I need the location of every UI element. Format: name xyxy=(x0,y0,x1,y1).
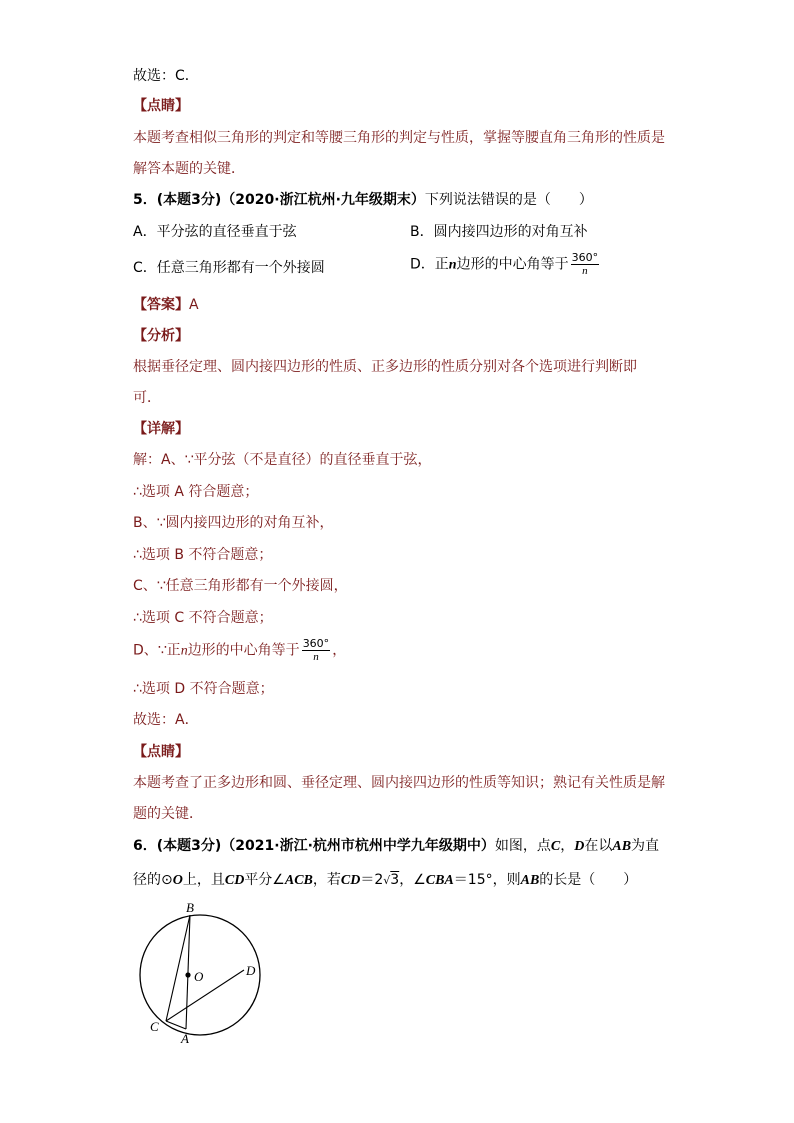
var-n: n xyxy=(180,643,188,659)
q5-stem xyxy=(133,190,593,210)
chord-ca xyxy=(166,1021,186,1029)
q5-answer: 【答案】A xyxy=(133,297,199,313)
q5-analysis-line1: 根据垂径定理、圆内接四边形的性质、正多边形的性质分别对各个选项进行判断即 xyxy=(133,359,637,375)
q5-detail-line: B、∵圆内接四边形的对角互补， xyxy=(133,515,334,531)
q5-detail-line: 故选：A． xyxy=(133,712,199,728)
prev-answer: 故选：C． xyxy=(133,68,199,84)
q5-option-d: D．正n边形的中心角等于 $\frac{360^\circ}{n}$ xyxy=(410,251,599,277)
q5-detail-line: ∴选项 A 符合题意； xyxy=(133,484,259,500)
q5-detail-line: 解：A、∵平分弦（不是直径）的直径垂直于弦， xyxy=(133,452,432,468)
q5-detail-d: D、∵正n边形的中心角等于 $\frac{360^\circ}{n}$ ， xyxy=(133,637,347,663)
label-b: B xyxy=(186,900,194,915)
q5-option-a: A．平分弦的直径垂直于弦 xyxy=(133,224,297,240)
q5-dianjing-label: 【点睛】 xyxy=(133,744,189,760)
q6-stem-line1: 6．(本题3分)（2021·浙江·杭州市杭州中学九年级期中）如图，点C，D在以AB为直 xyxy=(133,838,660,854)
label-a: A xyxy=(181,1031,189,1046)
q5-detail-line: ∴选项 D 不符合题意； xyxy=(133,681,274,697)
q6-stem-line2: 径的⊙O上，且CD平分∠ACB，若CD＝2√3，∠CBA＝15°，则AB的长是（ ） xyxy=(133,872,638,888)
label-o: O xyxy=(194,969,204,984)
chord-cd xyxy=(166,970,244,1021)
fraction-360-over-n: $\frac{360^\circ}{n}$ xyxy=(571,251,599,277)
prev-dianjing-line1: 本题考查相似三角形的判定和等腰三角形的判定与性质，掌握等腰直角三角形的性质是 xyxy=(133,130,665,146)
q5-meta: (本题3分)（2020·浙江杭州·九年级期末） xyxy=(156,192,425,208)
sqrt-3: 3 xyxy=(390,872,400,888)
q5-text: 下列说法错误的是（ ） xyxy=(424,192,593,208)
prev-dianjing-label: 【点睛】 xyxy=(133,98,189,114)
label-d: D xyxy=(246,963,256,978)
q5-detail-line: ∴选项 C 不符合题意； xyxy=(133,610,273,626)
prev-dianjing-line2: 解答本题的关键． xyxy=(133,161,245,177)
q5-dianjing-line2: 题的关键． xyxy=(133,806,203,822)
q5-option-b: B．圆内接四边形的对角互补 xyxy=(410,224,588,240)
var-n: n xyxy=(448,257,457,273)
q5-number: 5． xyxy=(133,192,157,208)
q5-option-c: C．任意三角形都有一个外接圆 xyxy=(133,260,325,276)
fraction-360-over-n: $\frac{360^\circ}{n}$ xyxy=(302,637,330,663)
center-o-dot xyxy=(185,972,190,977)
q5-analysis-label: 【分析】 xyxy=(133,328,189,344)
q5-detail-label: 【详解】 xyxy=(133,421,189,437)
label-c: C xyxy=(150,1019,159,1034)
q5-dianjing-line1: 本题考查了正多边形和圆、垂径定理、圆内接四边形的性质等知识；熟记有关性质是解 xyxy=(133,775,665,791)
q5-analysis-line2: 可． xyxy=(133,390,161,406)
q5-detail-line: ∴选项 B 不符合题意； xyxy=(133,547,273,563)
circle-figure xyxy=(130,900,280,1050)
q5-detail-line: C、∵任意三角形都有一个外接圆， xyxy=(133,578,348,594)
